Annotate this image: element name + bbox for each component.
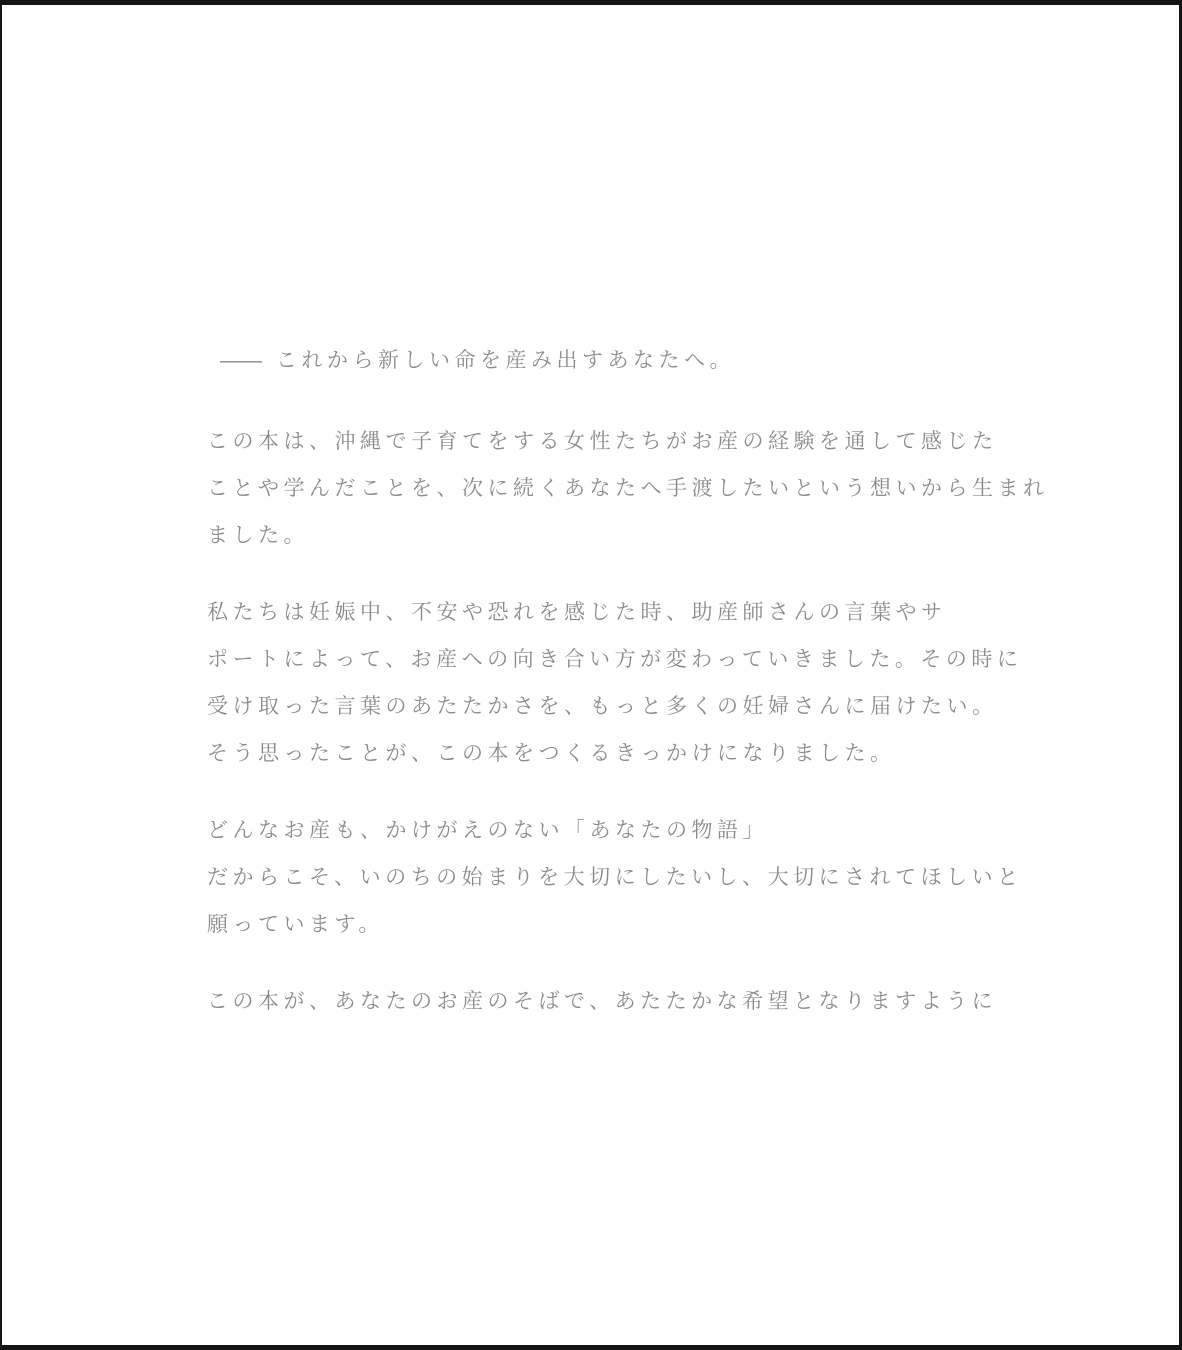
text-line: だからこそ、いのちの始まりを大切にしたいし、大切にされてほしいと bbox=[207, 866, 1023, 889]
text-line: 受け取った言葉のあたたかさを、もっと多くの妊婦さんに届けたい。 bbox=[207, 695, 998, 718]
text-line: この本が、あなたのお産のそばで、あたたかな希望となりますように bbox=[207, 990, 998, 1013]
dedication-heading-text: これから新しい命を産み出すあなたへ。 bbox=[276, 349, 735, 372]
text-line: 私たちは妊娠中、不安や恐れを感じた時、助産師さんの言葉やサ bbox=[207, 601, 947, 624]
dedication-heading bbox=[220, 337, 1057, 384]
text-line: どんなお産も、かけがえのない「あなたの物語」 bbox=[207, 819, 768, 842]
paragraph-midwife-support bbox=[207, 589, 1057, 777]
paragraph-closing-wish bbox=[207, 978, 1057, 1025]
text-line: ことや学んだことを、次に続くあなたへ手渡したいという想いから生まれ bbox=[207, 477, 1049, 500]
leading-dash: ―― bbox=[220, 349, 262, 372]
preface-text-block bbox=[207, 337, 1057, 1055]
text-line: ポートによって、お産への向き合い方が変わっていきました。その時に bbox=[207, 648, 1023, 671]
text-line: 願っています。 bbox=[207, 913, 384, 936]
paragraph-origin bbox=[207, 418, 1057, 559]
text-line: この本は、沖縄で子育てをする女性たちがお産の経験を通して感じた bbox=[207, 430, 998, 453]
text-line: そう思ったことが、この本をつくるきっかけになりました。 bbox=[207, 742, 896, 765]
text-line: ました。 bbox=[207, 524, 309, 547]
paragraph-your-story bbox=[207, 807, 1057, 948]
